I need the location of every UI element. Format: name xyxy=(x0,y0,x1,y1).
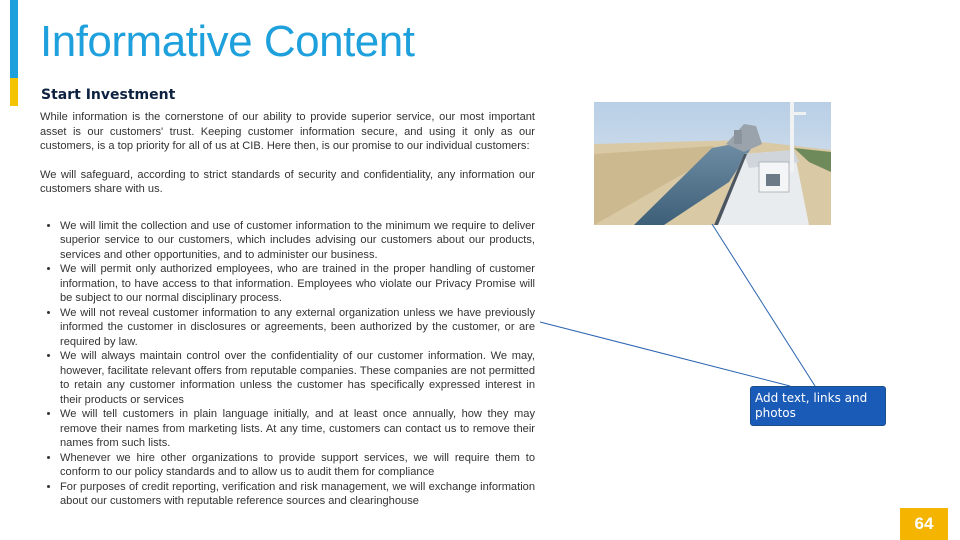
list-item: • We will permit only authorized employees, who are trained in the proper handling of customer information, to have access to that information. Employees who violate our Privacy Promise will be subject to our normal disciplinary process. xyxy=(60,262,535,306)
ship-canal-photo xyxy=(594,102,831,225)
list-item: • We will always maintain control over the confidentiality of our customer information. We may, however, facilitate relevant offers from reputable companies. These companies are not permitted to retain any customer information unless the customer has specifically expressed interest in their products or services xyxy=(60,349,535,407)
page-title: Informative Content xyxy=(40,17,415,66)
page-number: 64 xyxy=(914,514,934,533)
safeguard-paragraph: We will safeguard, according to strict standards of security and confidentiality, any information our customers share with us. xyxy=(40,168,535,195)
promise-list xyxy=(40,219,535,509)
accent-bar-blue xyxy=(10,0,18,78)
callout-box[interactable] xyxy=(750,386,886,426)
list-item: • We will tell customers in plain language initially, and at least once annually, how they may remove their names from marketing lists. At any time, customers can contact us to remove their names from such lists. xyxy=(60,407,535,451)
section-subtitle: Start Investment xyxy=(41,87,176,103)
list-item: • We will limit the collection and use of customer information to the minimum we require to deliver superior service to our customers, which includes advising our customers about our products, services and other opportunities, and to administer our business. xyxy=(60,219,535,263)
page-number-badge xyxy=(900,508,948,540)
body-text xyxy=(40,110,535,509)
list-item: • Whenever we hire other organizations to provide support services, we will require them to conform to our policy standards and to allow us to audit them for compliance xyxy=(60,451,535,480)
list-item: • We will not reveal customer information to any external organization unless we have previously informed the customer in disclosures or agreements, been authorized by the customer, or are required by law. xyxy=(60,306,535,350)
accent-bar-yellow xyxy=(10,78,18,106)
list-item: • For purposes of credit reporting, verification and risk management, we will exchange information about our customers with reputable reference sources and clearinghouse xyxy=(60,480,535,509)
intro-paragraph: While information is the cornerstone of our ability to provide superior service, our most important asset is our customers' trust. Keeping customer information secure, and using it only as our customers, is a top priority for all of us at CIB. Here then, is our promise to our individual customers: xyxy=(40,111,535,152)
callout-text: Add text, links and photos xyxy=(755,391,868,420)
